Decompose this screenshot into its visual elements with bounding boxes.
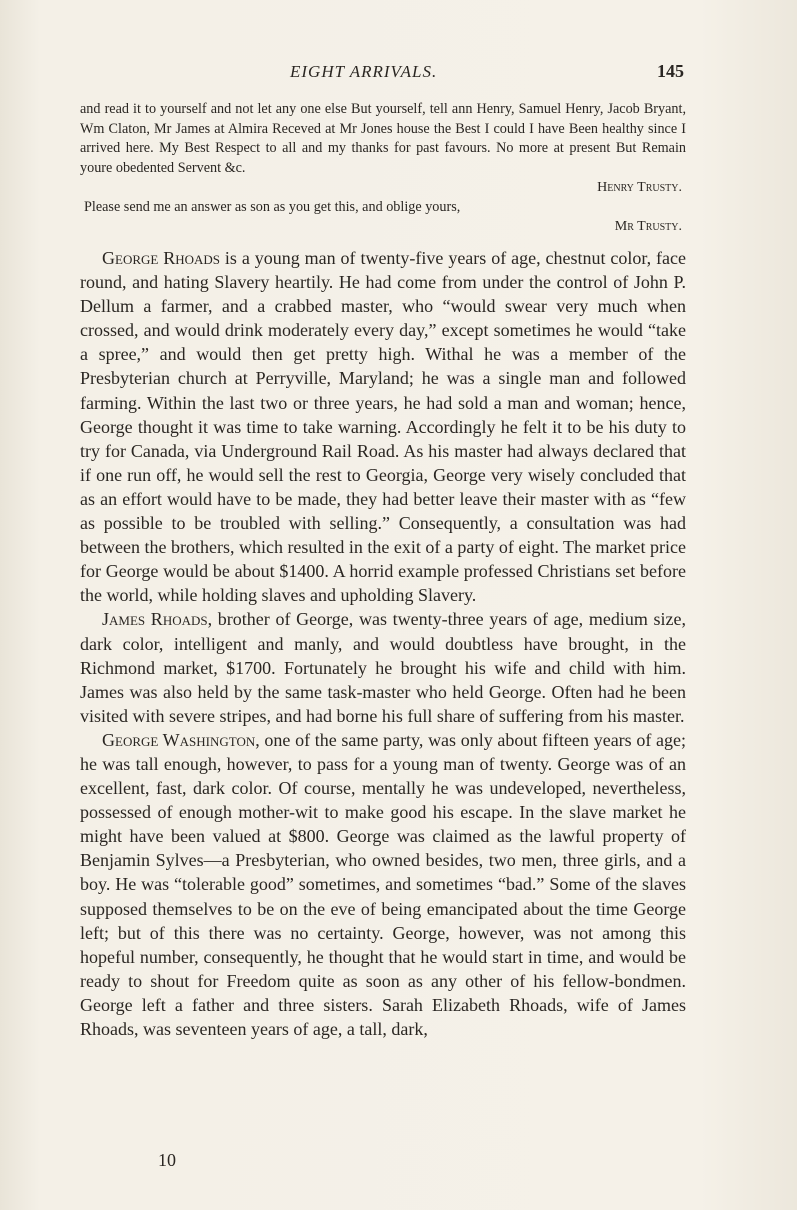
postscript-signature: Mr Trusty.	[614, 219, 682, 234]
paragraph-george-rhoads	[80, 246, 686, 607]
page-number: 145	[657, 61, 684, 81]
page-header	[80, 62, 688, 86]
paragraph-george-washington	[80, 728, 686, 1041]
letter-excerpt	[80, 100, 686, 237]
person-name: George Rhoads	[102, 248, 221, 268]
narrative-text	[80, 246, 686, 1041]
letter-signature: Henry Trusty.	[597, 180, 682, 195]
letter-postscript: Please send me an answer as son as you get this, and oblige yours,	[84, 198, 461, 215]
letter-body: and read it to yourself and not let any one else But yourself, tell ann Henry, Samuel Henry, Jacob Bryant, Wm Claton, Mr James at Almira Receved at Mr Jones house the Best I could I have Been healthy since I arrived here. My Best Respect to all and my thanks for past favours. No more at present But Remain youre obedented Servent &c.	[80, 101, 686, 176]
paragraph-text: , one of the same party, was only about fifteen years of age; he was tall enough, however, to pass for a young man of twenty. George was of an excellent, fast, dark color. Of course, mentally he was undeveloped, nevertheless, possessed of enough mother-wit to make good his escape. In the slave market he might have been valued at $800. George was claimed as the lawful property of Benjamin Sylves—a Presbyterian, who owned besides, two men, three girls, and a boy. He was “tolerable good” sometimes, and sometimes “bad.” Some of the slaves supposed themselves to be on the eve of being emancipated about the time George left; but of this there was no certainty. George, however, was not among this hopeful number, consequently, he thought that he would start in time, and would be ready to shout for Freedom quite as soon as any other of his fellow-bondmen. George left a father and three sisters. Sarah Elizabeth Rhoads, wife of James Rhoads, was seventeen years of age, a tall, dark,	[80, 729, 686, 1039]
paragraph-james-rhoads	[80, 607, 686, 727]
running-title: EIGHT ARRIVALS.	[290, 62, 438, 81]
paragraph-text: , brother of George, was twenty-three years of age, medium size, dark color, intelligent and manly, and would doubtless have brought, in the Richmond market, $1700. Fortunately he brought his wife and child with him. James was also held by the same task-master who held George. Often had he been visited with severe stripes, and had borne his full share of suffering from his master.	[80, 609, 686, 726]
signature-mark: 10	[158, 1150, 176, 1170]
paragraph-text: is a young man of twenty-five years of age, chestnut color, face round, and hating Slavery heartily. He had come from under the control of John P. Dellum a farmer, and a crabbed master, who “would swear very much when crossed, and would drink moderately every day,” except sometimes he would “take a spree,” and would then get pretty high. Withal he was a member of the Presbyterian church at Perryville, Maryland; he was a single man and followed farming. Within the last two or three years, he had sold a man and woman; hence, George thought it was time to take warning. Accordingly he felt it to be his duty to try for Canada, via Underground Rail Road. As his master had always declared that if one run off, he would sell the rest to Georgia, George very wisely concluded that as an effort would have to be made, they had better leave their master with as “few as possible to be troubled with selling.” Consequently, a consultation was had between the brothers, which resulted in the exit of a party of eight. The market price for George would be about $1400. A horrid example professed Christians set before the world, while holding slaves and upholding Slavery.	[80, 248, 687, 606]
person-name: James Rhoads	[102, 609, 208, 630]
person-name: George Washington	[102, 729, 256, 750]
